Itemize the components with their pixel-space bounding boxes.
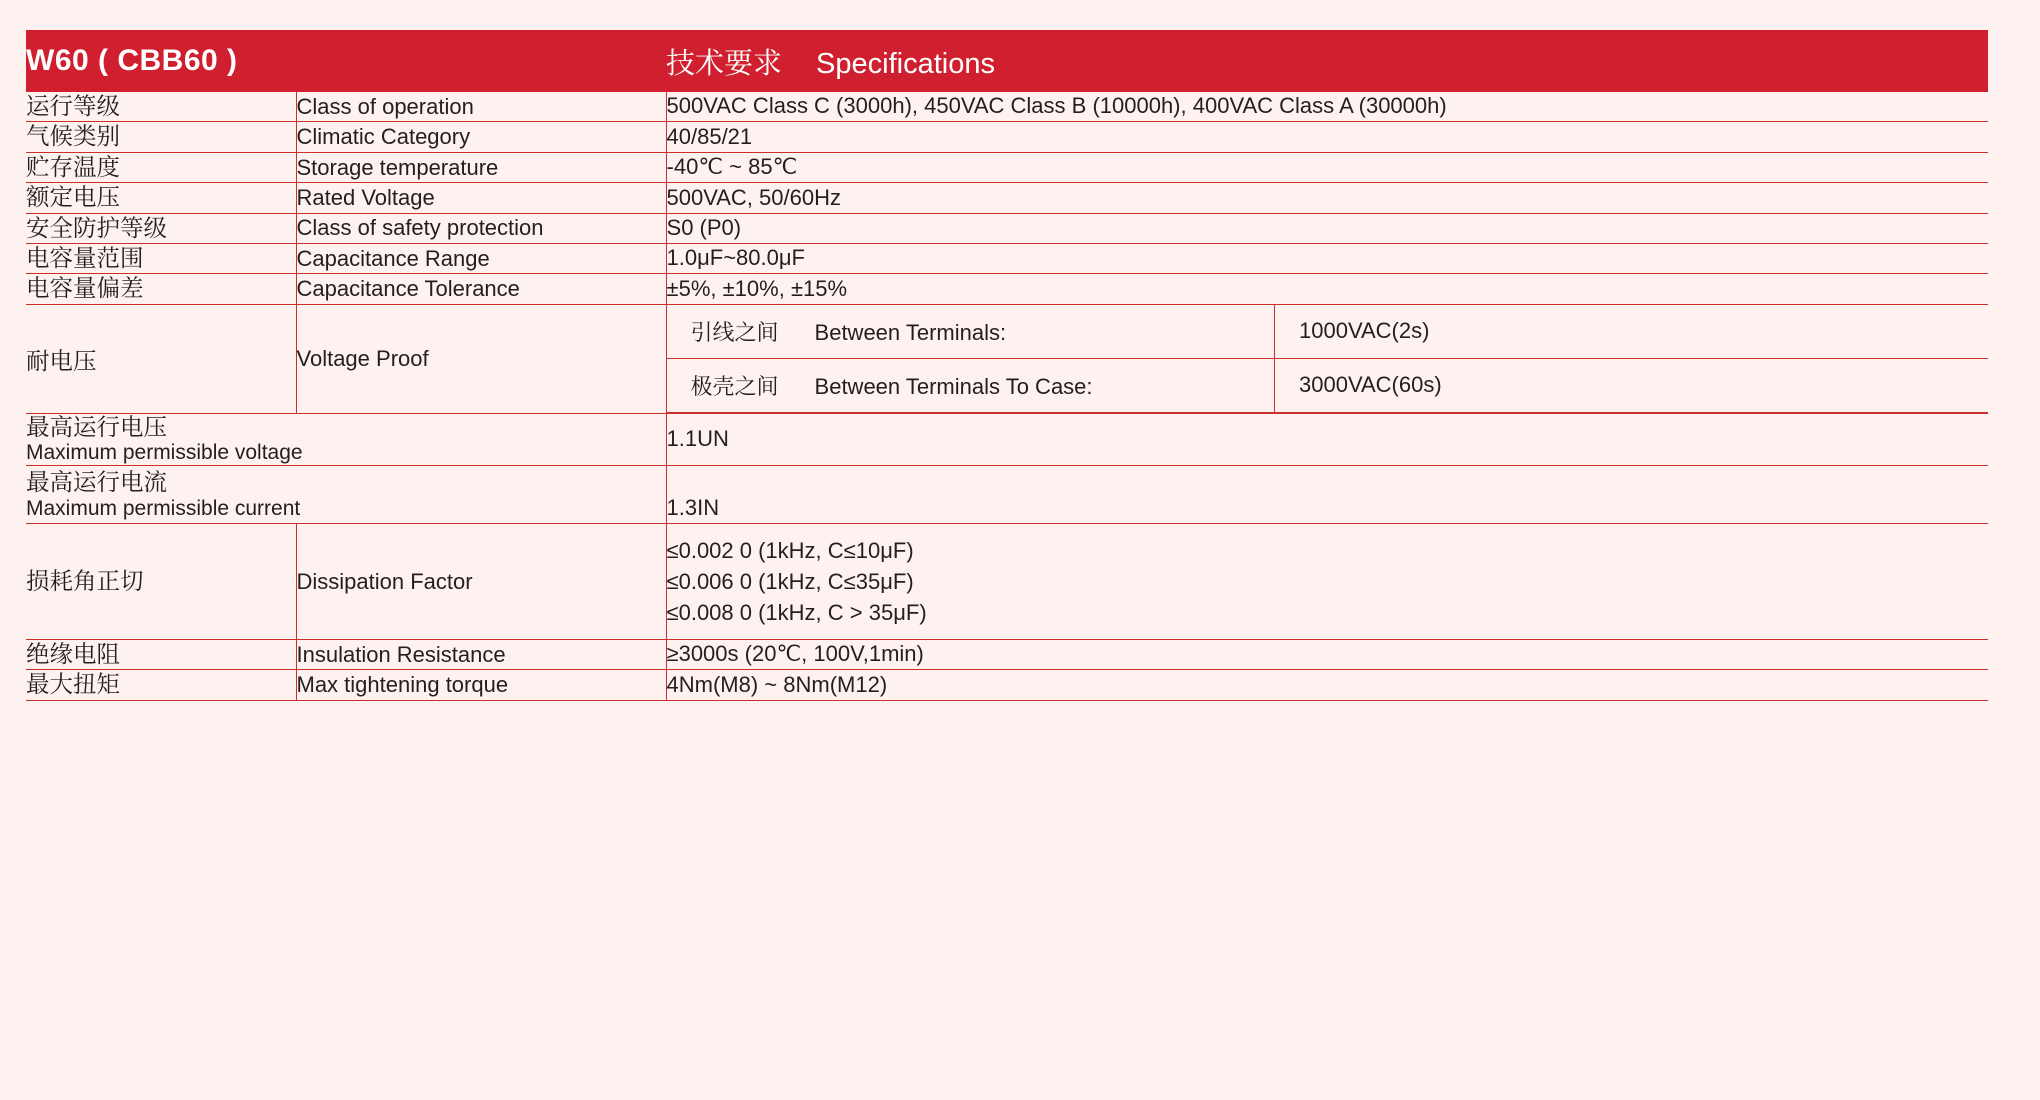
subtable-row (667, 358, 1988, 412)
voltage-proof-subtable-cell (666, 304, 1988, 413)
row-label-en: Capacitance Range (296, 243, 666, 273)
row-label-cn: 损耗角正切 (26, 524, 296, 640)
row-value: 500VAC, 50/60Hz (666, 183, 1988, 213)
row-label-cn: 耐电压 (26, 304, 296, 413)
row-label-cn: 安全防护等级 (26, 213, 296, 243)
row-value: 500VAC Class C (3000h), 450VAC Class B (10000h), 400VAC Class A (30000h) (666, 92, 1988, 122)
row-label-cn: 额定电压 (26, 183, 296, 213)
row-value (666, 524, 1988, 640)
table-row (26, 152, 1988, 182)
row-label-cn: 最大扭矩 (26, 670, 296, 700)
row-label-en: Climatic Category (296, 122, 666, 152)
table-row (26, 274, 1988, 304)
row-label-en: Voltage Proof (296, 304, 666, 413)
table-row-voltage-proof (26, 304, 1988, 413)
row-label-en: Maximum permissible voltage (26, 441, 303, 465)
table-row (26, 670, 1988, 700)
specifications-title-cn: 技术要求 (666, 47, 783, 80)
row-value: S0 (P0) (666, 213, 1988, 243)
dissipation-line: ≤0.006 0 (1kHz, C≤35μF) (666, 568, 914, 594)
row-label-en: Class of safety protection (296, 213, 666, 243)
row-label-bilingual (26, 466, 666, 524)
row-value: 1.1UN (666, 413, 1988, 466)
voltage-proof-subtable (667, 305, 1988, 413)
subrow-label (667, 358, 1275, 412)
specifications-title (666, 30, 1988, 92)
row-value: -40℃ ~ 85℃ (666, 152, 1988, 182)
table-header-row (26, 30, 1988, 92)
row-value: 1.3IN (666, 466, 1988, 524)
row-label-cn: 电容量偏差 (26, 274, 296, 304)
table-row (26, 183, 1988, 213)
specifications-table (26, 30, 1988, 701)
row-label-en: Rated Voltage (296, 183, 666, 213)
row-value: 40/85/21 (666, 122, 1988, 152)
row-value: 4Nm(M8) ~ 8Nm(M12) (666, 670, 1988, 700)
product-title: W60 ( CBB60 ) (26, 30, 666, 92)
table-row (26, 413, 1988, 466)
table-row (26, 213, 1988, 243)
table-row (26, 243, 1988, 273)
dissipation-line: ≤0.002 0 (1kHz, C≤10μF) (666, 537, 914, 563)
row-label-en: Max tightening torque (296, 670, 666, 700)
row-label-en: Class of operation (296, 92, 666, 122)
row-label-cn: 绝缘电阻 (26, 640, 296, 670)
row-label-cn: 最高运行电压 (26, 413, 167, 440)
row-label-cn: 运行等级 (26, 92, 296, 122)
subrow-value: 1000VAC(2s) (1275, 305, 1988, 359)
specifications-title-en: Specifications (816, 47, 995, 80)
row-label-en: Insulation Resistance (296, 640, 666, 670)
row-value: ≥3000s (20℃, 100V,1min) (666, 640, 1988, 670)
table-row (26, 122, 1988, 152)
row-label-cn: 最高运行电流 (26, 468, 167, 495)
row-label-en: Storage temperature (296, 152, 666, 182)
row-label-en: Maximum permissible current (26, 496, 301, 520)
subrow-label-cn: 引线之间 (690, 319, 779, 345)
table-row (26, 640, 1988, 670)
subrow-label-cn: 极壳之间 (690, 373, 779, 399)
table-row-dissipation (26, 524, 1988, 640)
row-value: ±5%, ±10%, ±15% (666, 274, 1988, 304)
row-label-en: Dissipation Factor (296, 524, 666, 640)
row-value: 1.0μF~80.0μF (666, 243, 1988, 273)
table-row (26, 466, 1988, 524)
row-label-bilingual (26, 413, 666, 466)
row-label-en: Capacitance Tolerance (296, 274, 666, 304)
subrow-value: 3000VAC(60s) (1275, 358, 1988, 412)
row-label-cn: 气候类别 (26, 122, 296, 152)
subrow-label-en: Between Terminals To Case: (814, 373, 1093, 399)
table-row (26, 92, 1988, 122)
subrow-label-en: Between Terminals: (814, 319, 1007, 345)
subrow-label (667, 305, 1275, 359)
dissipation-line: ≤0.008 0 (1kHz, C > 35μF) (666, 600, 927, 626)
subtable-row (667, 305, 1988, 359)
row-label-cn: 贮存温度 (26, 152, 296, 182)
row-label-cn: 电容量范围 (26, 243, 296, 273)
